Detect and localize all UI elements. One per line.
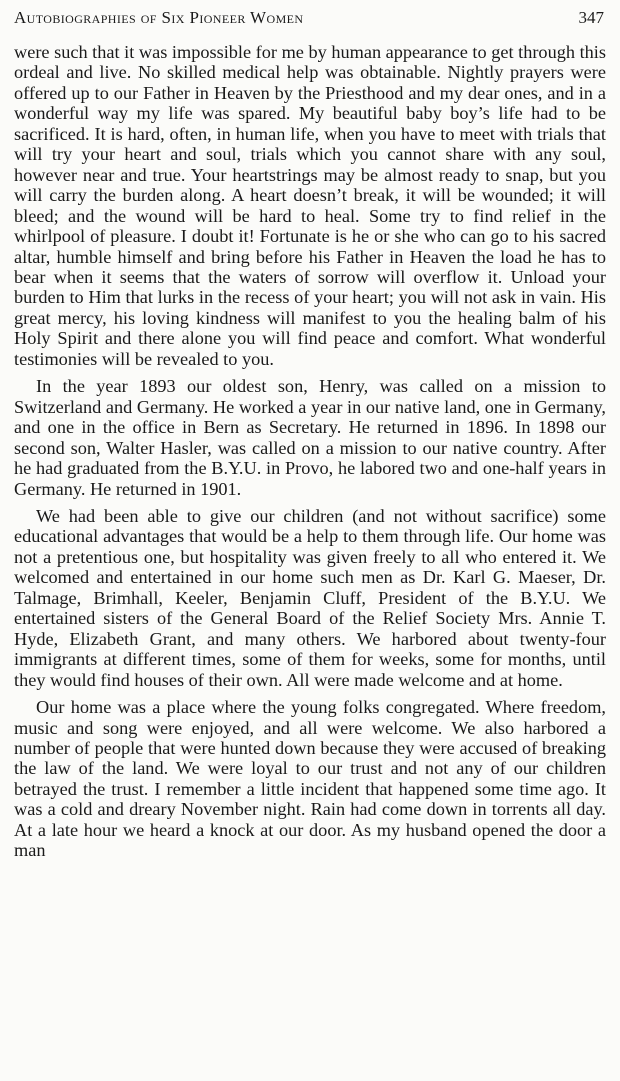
paragraph-4: Our home was a place where the young folks congregated. Where freedom, music and song were enjoyed, and all were welcome. We also harbored a number of people that were hunted down because they were accused of breaking the law of the land. We were loyal to our trust and not any of our children betrayed the trust. I remember a little incident that happened some time ago. It was a cold and dreary November night. Rain had come down in torrents all day. At a late hour we heard a knock at our door. As my husband opened the door a man bbox=[14, 697, 606, 861]
paragraph-3: We had been able to give our children (and not without sacrifice) some educational advantages that would be a help to them through life. Our home was not a pretentious one, but hospitality was given freely to all who entered it. We welcomed and entertained in our home such men as Dr. Karl G. Maeser, Dr. Talmage, Brimhall, Keeler, Benjamin Cluff, President of the B.Y.U. We entertained sisters of the General Board of the Relief Society Mrs. Annie T. Hyde, Elizabeth Grant, and many others. We harbored about twenty-four immigrants at different times, some of them for weeks, some for months, until they would find houses of their own. All were made welcome and at home. bbox=[14, 505, 606, 690]
paragraph-1: were such that it was impossible for me by human appearance to get through this ordeal and live. No skilled medical help was obtainable. Nightly prayers were offered up to our Father in Heaven by the Priesthood and my dear ones, and in a wonderful way my life was spared. My beautiful baby boy’s life had to be sacrificed. It is hard, often, in human life, when you have to meet with trials that will try your heart and soul, trials which you cannot share with any soul, however near and true. Your heartstrings may be almost ready to snap, but you will carry the burden along. A heart doesn’t break, it will be wounded; it will bleed; and the wound will be hard to heal. Some try to find relief in the whirlpool of pleasure. I doubt it! Fortunate is he or she who can go to his sacred altar, humble himself and bring before his Father in Heaven the load he has to bear when it seems that the waters of sorrow will overflow it. Unload your burden to Him that lurks in the recess of your heart; you will not ask in vain. His great mercy, his loving kindness will manifest to you the healing balm of his Holy Spirit and there alone you will find peace and comfort. What wonderful testimonies will be revealed to you. bbox=[14, 42, 606, 369]
page-number: 347 bbox=[578, 8, 604, 27]
running-title: Autobiographies of Six Pioneer Women bbox=[14, 8, 304, 27]
running-head bbox=[14, 8, 604, 32]
paragraph-2: In the year 1893 our oldest son, Henry, was called on a mission to Switzerland and Germany. He worked a year in our native land, one in Germany, and one in the office in Bern as Secretary. He returned in 1896. In 1898 our second son, Walter Hasler, was called on a mission to our native country. After he had graduated from the B.Y.U. in Provo, he labored two and one-half years in Germany. He returned in 1901. bbox=[14, 376, 606, 499]
body-text bbox=[14, 42, 606, 861]
